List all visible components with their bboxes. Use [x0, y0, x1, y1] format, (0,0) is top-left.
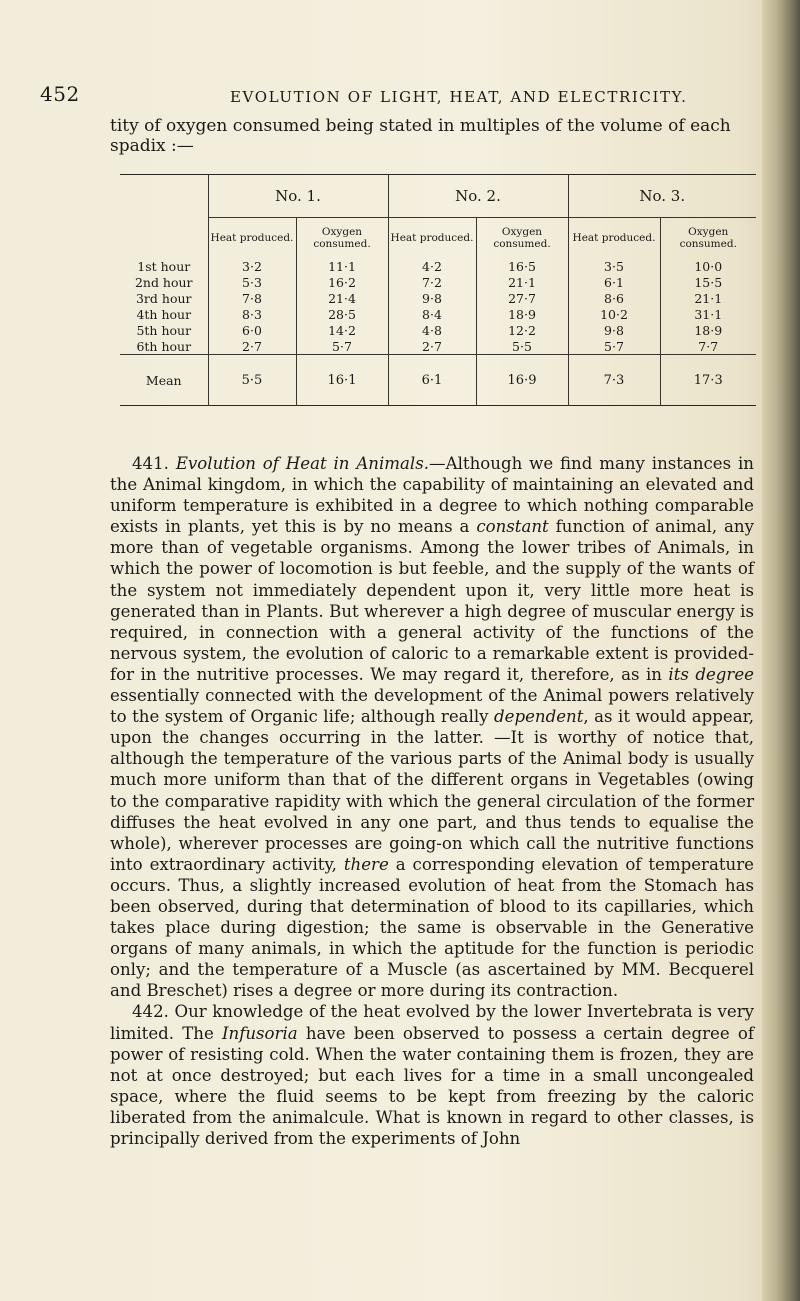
table-cell: 15·5: [660, 274, 756, 290]
table-cell: 10·2: [568, 306, 660, 322]
table-cell: 9·8: [568, 322, 660, 338]
table-cell: 2·7: [208, 338, 296, 355]
table-cell: 16·5: [476, 258, 568, 274]
table-cell: 7·7: [660, 338, 756, 355]
heat-oxygen-table: [120, 174, 756, 406]
table-cell: 6·1: [568, 274, 660, 290]
table-cell: 7·2: [388, 274, 476, 290]
table-cell: 21·1: [660, 290, 756, 306]
table-cell: 3·2: [208, 258, 296, 274]
table-cell: 8·4: [388, 306, 476, 322]
text-run: function of animal, any more than of vegetable organisms. Among the lower tribes of Animals, in which the power of locomotion is but feeble, and the supply of the wants of the system not immediately dependent upon it, very little more heat is generated than in Plants. But wherever a high degree of muscular energy is required, in connection with a general activity of the functions of the nervous system, the evolution of caloric to a remarkable extent is provided-for in the nutritive processes. We may regard it, therefore, as in: [110, 517, 754, 684]
table-cell: 5·5: [476, 338, 568, 355]
table-cell: 8·3: [208, 306, 296, 322]
mean-cell: 16·9: [476, 355, 568, 406]
table-cell: 16·2: [296, 274, 388, 290]
table-cell: 18·9: [660, 322, 756, 338]
table-cell: 18·9: [476, 306, 568, 322]
table-cell: 3·5: [568, 258, 660, 274]
table-cell: 5·7: [296, 338, 388, 355]
table-cell: 28·5: [296, 306, 388, 322]
table-cell: 11·1: [296, 258, 388, 274]
emphasis: there: [343, 854, 389, 874]
row-label: 2nd hour: [134, 274, 193, 290]
running-title: EVOLUTION OF LIGHT, HEAT, AND ELECTRICITY.: [230, 88, 688, 106]
table-cell: 31·1: [660, 306, 756, 322]
emphasis: constant: [476, 517, 549, 537]
group-header-2: No. 2.: [388, 175, 568, 218]
table-cell: 14·2: [296, 322, 388, 338]
data-table: [120, 174, 756, 406]
paragraph-441: [110, 453, 754, 1001]
mean-cell: 7·3: [568, 355, 660, 406]
intro-paragraph: tity of oxygen consumed being stated in multiples of the volume of each spadix :—: [110, 116, 731, 156]
group-header-1: No. 1.: [208, 175, 388, 218]
text-run: —Although we find many instances in the Animal kingdom, in which the capability of maintaining an elevated and uniform temperature is exhibited in a degree to which nothing comparable exists in plants, yet this is by no means a: [110, 454, 754, 537]
text-run: a corresponding elevation of temperature occurs. Thus, a slightly increased evolution of heat from the Stomach has been observed, during that determination of blood to its capillaries, which takes place during digestion; the same is observable in the Generative organs of many animals, in which the aptitude for the function is periodic only; and the temperature of a Muscle (as ascertained by MM. Becquerel and Breschet) rises a degree or more during its contraction.: [110, 854, 754, 1001]
table-row: [120, 290, 756, 306]
corner-cell: [120, 175, 208, 218]
page-edge-shadow: [762, 0, 800, 1301]
table-row: [120, 322, 756, 338]
table-cell: 5·7: [568, 338, 660, 355]
section-number: 441.: [132, 454, 169, 473]
section-number: 442.: [132, 1002, 169, 1022]
table-cell: 9·8: [388, 290, 476, 306]
table-cell: 27·7: [476, 290, 568, 306]
mean-label: Mean: [120, 355, 208, 406]
mean-row: [120, 355, 756, 406]
emphasis: its degree: [668, 664, 754, 684]
paragraph-442: [110, 1001, 754, 1149]
group-header-3: No. 3.: [568, 175, 756, 218]
emphasis: Infusoria: [221, 1023, 298, 1043]
page-number: 452: [40, 82, 80, 106]
subheader-oxygen-2: Oxygen consumed.: [476, 218, 568, 259]
text-run: essentially connected with the development of the Animal powers relatively to the system of Organic life; although really: [110, 686, 754, 727]
table-cell: 2·7: [388, 338, 476, 355]
table-row: [120, 306, 756, 322]
row-label: 5th hour: [136, 322, 192, 338]
mean-cell: 16·1: [296, 355, 388, 406]
table-row: [120, 338, 756, 355]
subheader-heat-2: Heat produced.: [388, 218, 476, 259]
section-title: Evolution of Heat in Animals.: [175, 454, 430, 473]
table-cell: 8·6: [568, 290, 660, 306]
row-label: 6th hour: [136, 338, 192, 354]
table-cell: 4·8: [388, 322, 476, 338]
subheader-oxygen-3: Oxygen consumed.: [660, 218, 756, 259]
table-cell: 12·2: [476, 322, 568, 338]
text-run: Our knowledge of the heat evolved by the lower Invertebrata is very limited. The: [110, 1002, 754, 1043]
table-cell: 21·4: [296, 290, 388, 306]
mean-cell: 6·1: [388, 355, 476, 406]
mean-cell: 17·3: [660, 355, 756, 406]
row-label: 4th hour: [136, 306, 192, 322]
table-cell: 21·1: [476, 274, 568, 290]
row-label: 1st hour: [137, 258, 191, 274]
table-row: [120, 258, 756, 274]
text-run: have been observed to possess a certain degree of power of resisting cold. When the water containing them is frozen, they are not at once destroyed; but each lives for a time in a small uncongealed space, where the fluid seems to be kept from freezing by the caloric liberated from the animalcule. What is known in regard to other classes, is principally derived from the experiments of John: [110, 1023, 754, 1148]
table-row: [120, 274, 756, 290]
mean-cell: 5·5: [208, 355, 296, 406]
table-cell: 7·8: [208, 290, 296, 306]
table-cell: 10·0: [660, 258, 756, 274]
row-label: 3rd hour: [135, 290, 192, 306]
emphasis: dependent: [494, 707, 584, 727]
table-cell: 6·0: [208, 322, 296, 338]
subheader-oxygen-1: Oxygen consumed.: [296, 218, 388, 259]
table-cell: 4·2: [388, 258, 476, 274]
subheader-heat-3: Heat produced.: [568, 218, 660, 259]
text-run: , as it would appear, upon the changes occurring in the latter. —It is worthy of notice that, although the temperature of the various parts of the Animal body is usually much more uniform than that of the different organs in Vegetables (owing to the comparative rapidity with which the general circulation of the former diffuses the heat evolved in any one part, and thus tends to equalise the whole), wherever processes are going-on which call the nutritive functions into extraordinary activity,: [110, 707, 754, 874]
table-cell: 5·3: [208, 274, 296, 290]
subheader-heat-1: Heat produced.: [208, 218, 296, 259]
body-text: [110, 453, 754, 1149]
